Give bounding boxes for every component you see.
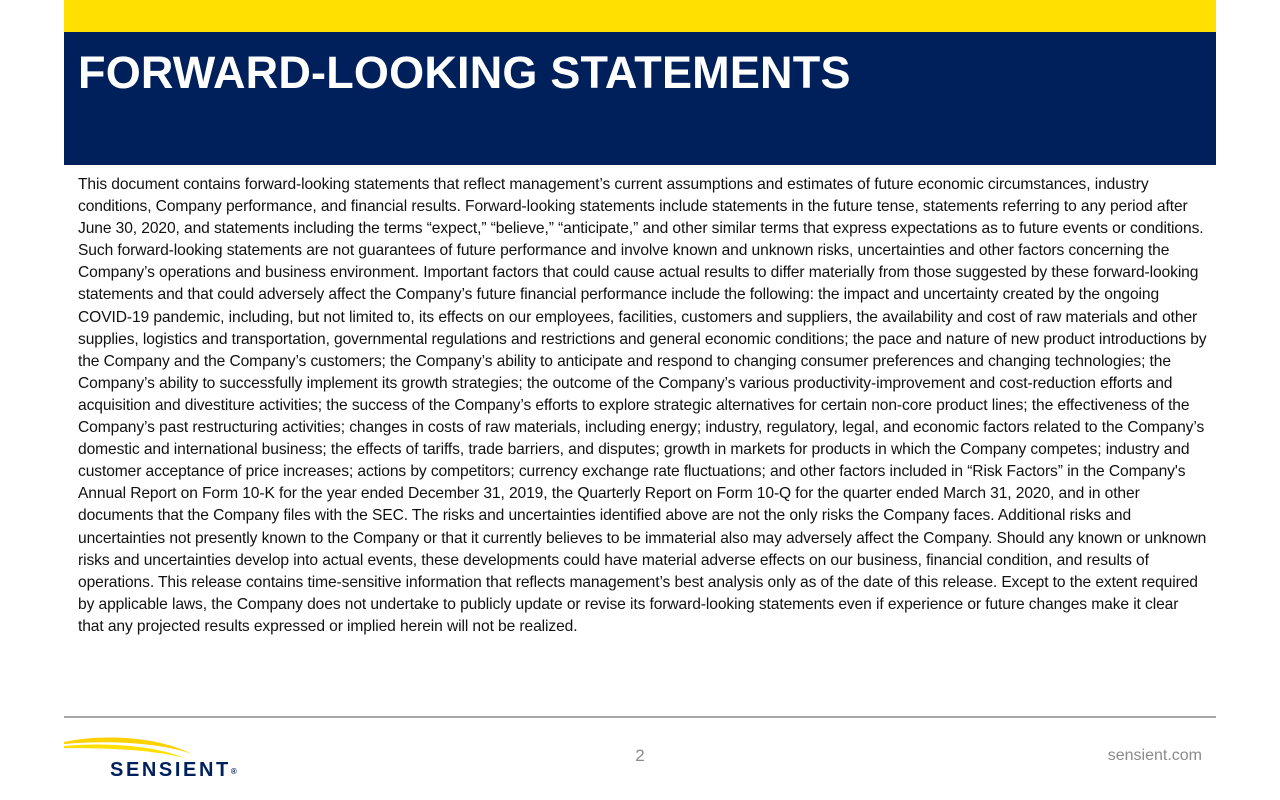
website-link: sensient.com bbox=[1107, 747, 1202, 764]
disclaimer-paragraph: This document contains forward-looking statements that reflect management’s current assumptions and estimates of future economic circumstances, industry conditions, Company performance, and financial results. Forward-looking statements include statements in the future tense, statements referring to any period after June 30, 2020, and statements including the terms “expect,” “believe,” “anticipate,” and other similar terms that express expectations as to future events or conditions. Such forward-looking statements are not guarantees of future performance and involve known and unknown risks, uncertainties and other factors concerning the Company’s operations and business environment. Important factors that could cause actual results to differ materially from those suggested by these forward-looking statements and that could adversely affect the Company’s future financial performance include the following: the impact and uncertainty created by the ongoing COVID-19 pandemic, including, but not limited to, its effects on our employees, facilities, customers and suppliers, the availability and cost of raw materials and other supplies, logistics and transportation, governmental regulations and restrictions and general economic conditions; the pace and nature of new product introductions by the Company and the Company’s customers; the Company’s ability to anticipate and respond to changing consumer preferences and changing technologies; the Company’s ability to successfully implement its growth strategies; the outcome of the Company’s various productivity-improvement and cost-reduction efforts and acquisition and divestiture activities; the success of the Company’s efforts to explore strategic alternatives for certain non-core product lines; the effectiveness of the Company’s past restructuring activities; changes in costs of raw materials, including energy; industry, regulatory, legal, and economic factors related to the Company’s domestic and international business; the effects of tariffs, trade barriers, and disputes; growth in markets for products in which the Company competes; industry and customer acceptance of price increases; actions by competitors; currency exchange rate fluctuations; and other factors included in “Risk Factors” in the Company's Annual Report on Form 10-K for the year ended December 31, 2019, the Quarterly Report on Form 10-Q for the quarter ended March 31, 2020, and in other documents that the Company files with the SEC. The risks and uncertainties identified above are not the only risks the Company faces. Additional risks and uncertainties not presently known to the Company or that it currently believes to be immaterial also may adversely affect the Company. Should any known or unknown risks and uncertainties develop into actual events, these developments could have material adverse effects on our business, financial condition, and results of operations. This release contains time-sensitive information that reflects management’s best analysis only as of the date of this release. Except to the extent required by applicable laws, the Company does not undertake to publicly update or revise its forward-looking statements even if experience or future changes make it clear that any projected results expressed or implied herein will not be realized. bbox=[78, 176, 1207, 635]
logo-wordmark bbox=[110, 758, 237, 782]
title-band bbox=[64, 32, 1216, 165]
sensient-swoosh-icon bbox=[62, 736, 262, 760]
page-title: FORWARD-LOOKING STATEMENTS bbox=[78, 47, 851, 98]
sensient-logo bbox=[62, 736, 262, 786]
registered-mark: ® bbox=[230, 767, 237, 776]
page-number: 2 bbox=[635, 746, 645, 765]
footer-divider bbox=[64, 716, 1216, 718]
logo-wordmark-text: SENSIENT bbox=[110, 759, 231, 781]
top-accent-bar bbox=[64, 0, 1216, 32]
